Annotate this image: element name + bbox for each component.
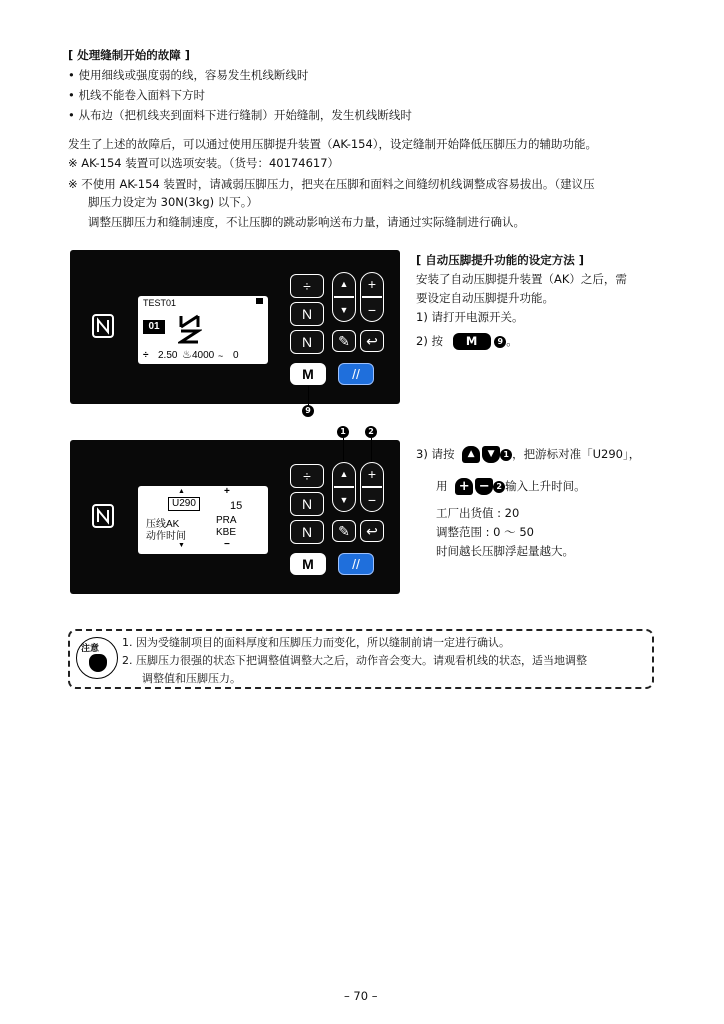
page-number: – 70 – xyxy=(344,989,378,1003)
m-key-reference: M xyxy=(453,333,491,350)
arrow-up-icon: ▲ xyxy=(339,469,349,479)
parameter-abbrev-2: KBE xyxy=(216,527,237,538)
counter-icon: ~ xyxy=(218,351,224,361)
edit-button[interactable] xyxy=(332,330,356,352)
step-text: 2) 按 xyxy=(416,334,443,348)
bullet-item: • 使用细线或强度弱的线，容易发生机线断线时 xyxy=(68,68,309,82)
pencil-icon: ✎ xyxy=(338,333,350,349)
step-text: 。 xyxy=(506,334,518,348)
parameter-name-2: 动作时间 xyxy=(146,531,186,542)
pitch-icon: ÷ xyxy=(303,278,311,294)
increase-icon: + xyxy=(224,486,230,497)
parameter-abbrev-1: PRA xyxy=(216,515,237,526)
paragraph-note: ※ AK-154 装置可以选项安装。（货号：40174617） xyxy=(68,156,340,170)
step-text: ，把游标对准「U290」， xyxy=(512,447,641,461)
counter-value: 0 xyxy=(233,350,239,361)
parameter-code: U290 xyxy=(168,497,200,511)
mode-button[interactable]: M xyxy=(290,553,326,575)
return-button[interactable] xyxy=(360,520,384,542)
caution-badge xyxy=(76,637,118,679)
pitch-button[interactable] xyxy=(290,274,324,298)
adjust-range: 调整范围 : 0 ～ 50 xyxy=(436,525,534,539)
step-text: 3) 请按 xyxy=(416,447,455,461)
plus-minus-key[interactable] xyxy=(360,462,384,512)
mode-button[interactable]: M xyxy=(290,363,326,385)
sewing-speed: 4000 xyxy=(192,350,215,361)
lcd-screen xyxy=(138,486,268,554)
pattern-icon: N xyxy=(301,306,313,322)
arrow-down-icon: ▼ xyxy=(339,495,349,505)
minus-icon: − xyxy=(367,492,377,508)
instruction-text: 要设定自动压脚提升功能。 xyxy=(416,291,554,305)
pitch-icon: ÷ xyxy=(143,350,149,361)
callout-line xyxy=(371,438,372,462)
caution-line: 1. 因为受缝制项目的面料厚度和压脚压力而变化，所以缝制前请一定进行确认。 xyxy=(122,636,510,649)
caution-box xyxy=(68,629,654,689)
pattern-icon: N xyxy=(301,496,313,512)
pitch-button[interactable] xyxy=(290,464,324,488)
ready-icon: // xyxy=(352,556,360,572)
ready-button[interactable] xyxy=(338,553,374,575)
parameter-name-1: 压线AK xyxy=(146,519,180,530)
plus-icon: + xyxy=(367,276,377,292)
caution-line: 调整值和压脚压力。 xyxy=(142,672,241,685)
callout-2-reference: 2 xyxy=(493,481,505,493)
step-text: 输入上升时间。 xyxy=(505,479,586,493)
cursor-down-icon: ▼ xyxy=(178,542,185,549)
minus-key-reference: − xyxy=(475,478,493,495)
pencil-icon: ✎ xyxy=(338,523,350,539)
plus-key-reference: + xyxy=(455,478,473,495)
ready-icon: // xyxy=(352,366,360,382)
edit-button[interactable] xyxy=(332,520,356,542)
step-3 xyxy=(416,446,640,463)
plus-icon: + xyxy=(367,466,377,482)
key-divider xyxy=(362,296,382,298)
step-2 xyxy=(416,333,518,350)
instruction-text: 安装了自动压脚提升装置（AK）之后，需 xyxy=(416,272,627,286)
callout-line xyxy=(343,438,344,462)
down-key-reference: ▼ xyxy=(482,446,500,463)
paragraph-main: 发生了上述的故障后，可以通过使用压脚提升装置（AK-154），设定缝制开始降低压脚压力的辅助功能。 xyxy=(68,137,598,151)
stitch-pattern-icon xyxy=(178,313,202,345)
control-panel-2 xyxy=(70,440,400,594)
pattern-button[interactable] xyxy=(290,302,324,326)
paragraph-note: 调整压脚压力和缝制速度，不让压脚的跳动影响送布力量，请通过实际缝制进行确认。 xyxy=(88,215,525,229)
callout-1-reference: 1 xyxy=(500,449,512,461)
decrease-icon: − xyxy=(224,539,230,550)
pattern-select-button[interactable] xyxy=(290,520,324,544)
nfc-icon xyxy=(92,314,114,338)
bullet-item: • 从布边（把机线夹到面料下进行缝制）开始缝制，发生机线断线时 xyxy=(68,108,412,122)
return-icon: ↩ xyxy=(366,333,378,349)
arrow-down-icon: ▼ xyxy=(339,305,349,315)
pattern-icon: N xyxy=(301,524,313,540)
ready-button[interactable] xyxy=(338,363,374,385)
pattern-button[interactable] xyxy=(290,492,324,516)
key-divider xyxy=(334,296,354,298)
section-heading: [ 处理缝制开始的故障 ] xyxy=(68,48,191,62)
paragraph-note: 脚压力设定为 30N(3kg) 以下。） xyxy=(88,195,259,209)
key-divider xyxy=(362,486,382,488)
pattern-name: TEST01 xyxy=(143,298,177,308)
callout-9-reference: 9 xyxy=(494,336,506,348)
hand-icon xyxy=(89,654,107,672)
pitch-icon: ÷ xyxy=(303,468,311,484)
step-1: 1) 请打开电源开关。 xyxy=(416,310,524,324)
key-divider xyxy=(334,486,354,488)
caution-line: 2. 压脚压力很强的状态下把调整值调整大之后，动作音会变大。请观看机线的状态，适当地调整 xyxy=(122,654,587,667)
paragraph-note: ※ 不使用 AK-154 装置时，请减弱压脚压力，把夹在压脚和面料之间缝纫机线调整成容易拔出。（建议压 xyxy=(68,177,595,191)
speed-icon: ♨ xyxy=(182,349,192,361)
bullet-item: • 机线不能卷入面料下方时 xyxy=(68,88,205,102)
step-3-detail xyxy=(436,478,586,495)
cursor-up-icon: ▲ xyxy=(178,488,185,495)
step-text: 用 xyxy=(436,479,448,493)
lock-icon xyxy=(256,298,263,304)
section-heading: [ 自动压脚提升功能的设定方法 ] xyxy=(416,253,585,267)
callout-line xyxy=(308,386,309,406)
control-panel-1 xyxy=(70,250,400,404)
up-down-key[interactable] xyxy=(332,462,356,512)
return-button[interactable] xyxy=(360,330,384,352)
effect-note: 时间越长压脚浮起量越大。 xyxy=(436,544,574,558)
lcd-screen xyxy=(138,296,268,364)
callout-2: 2 xyxy=(365,426,377,438)
up-down-key[interactable] xyxy=(332,272,356,322)
up-key-reference: ▲ xyxy=(462,446,480,463)
parameter-value: 15 xyxy=(230,500,243,512)
minus-icon: − xyxy=(367,302,377,318)
factory-default: 工厂出货值 : 20 xyxy=(436,506,520,520)
return-icon: ↩ xyxy=(366,523,378,539)
callout-9: 9 xyxy=(302,405,314,417)
pattern-select-button[interactable] xyxy=(290,330,324,354)
stitch-pitch: 2.50 xyxy=(158,350,178,361)
pattern-icon: N xyxy=(301,334,313,350)
callout-1: 1 xyxy=(337,426,349,438)
plus-minus-key[interactable] xyxy=(360,272,384,322)
nfc-icon xyxy=(92,504,114,528)
pattern-number-badge: 01 xyxy=(143,320,165,334)
caution-label: 注意 xyxy=(81,644,100,654)
arrow-up-icon: ▲ xyxy=(339,279,349,289)
